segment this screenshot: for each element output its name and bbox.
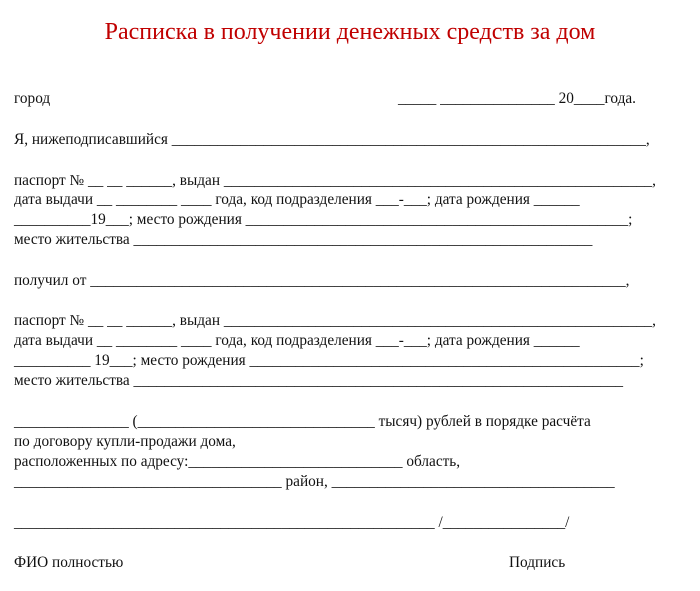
city-label: город — [14, 90, 51, 107]
fio-label: ФИО полностью — [14, 554, 124, 571]
receiver-passport-line: паспорт № __ __ ______, выдан ________________________________________________________, — [14, 172, 656, 189]
signer-line: Я, нижеподписавшийся ______________________________________________________________, — [14, 131, 650, 148]
receiver-issue-date-line: дата выдачи __ ________ ____ года, код подразделения ___-___; дата рождения ______ — [14, 191, 580, 208]
address-line: расположенных по адресу:____________________________ область, — [14, 453, 461, 470]
payer-issue-date-line: дата выдачи __ ________ ____ года, код подразделения ___-___; дата рождения ______ — [14, 332, 580, 349]
payer-residence-line: место жительства ________________________________________________________________ — [14, 372, 624, 389]
receiver-birth-line: __________19___; место рождения __________________________________________________; — [14, 211, 633, 228]
signature-line: _______________________________________________________ /________________/ — [14, 514, 570, 531]
signature-label: Подпись — [509, 554, 566, 571]
receiver-residence-line: место жительства ____________________________________________________________ — [14, 231, 593, 248]
document-title: Расписка в получении денежных средств за дом — [104, 19, 596, 45]
amount-line: _______________ (_______________________________ тысяч) рублей в порядке расчёта — [14, 413, 591, 430]
date-line: _____ _______________ 20____года. — [398, 90, 637, 107]
payer-passport-line: паспорт № __ __ ______, выдан ________________________________________________________, — [14, 312, 656, 329]
payer-birth-line: __________ 19___; место рождения ___________________________________________________; — [14, 352, 644, 369]
received-from-line: получил от ______________________________________________________________________, — [14, 272, 630, 289]
district-line: ___________________________________ район, _____________________________________ — [14, 473, 615, 490]
contract-line: по договору купли-продажи дома, — [14, 433, 236, 450]
